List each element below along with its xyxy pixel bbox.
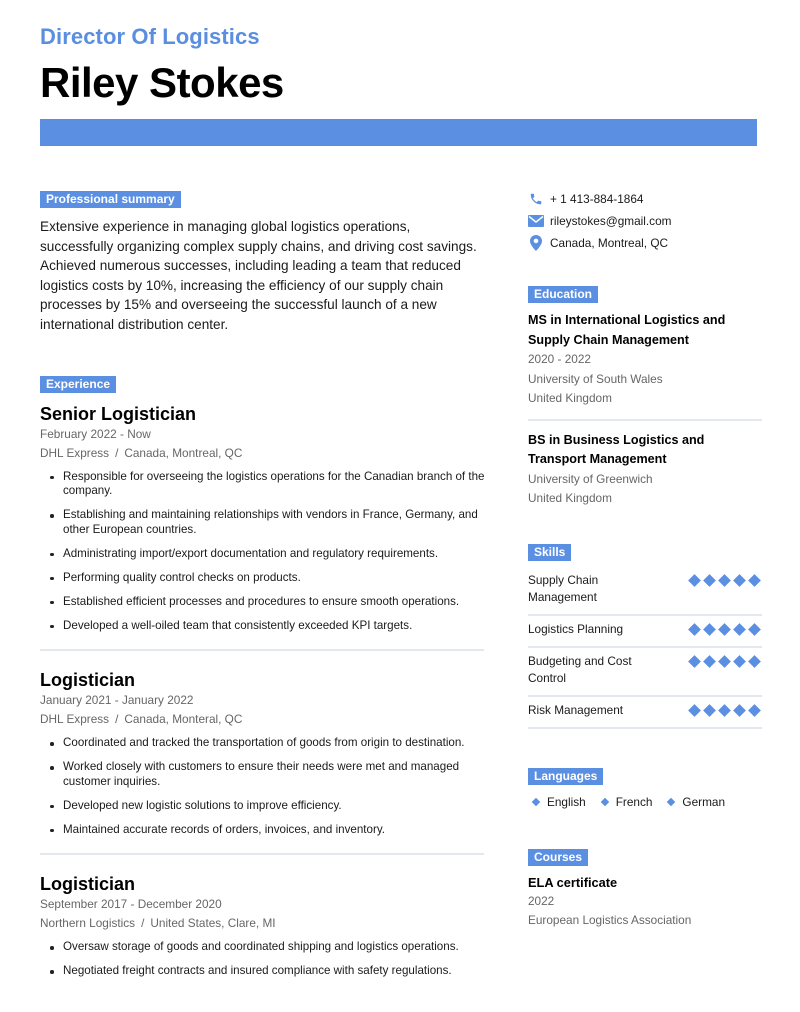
school-name: University of South Wales: [528, 371, 663, 386]
job-company: DHL Express: [40, 445, 110, 460]
skills-list: [528, 567, 762, 729]
bullet-item: Coordinated and tracked the transportation of goods from origin to destination.: [50, 736, 485, 751]
skills-section: [528, 543, 762, 729]
contact-phone: [528, 188, 762, 210]
job-entry: [40, 669, 485, 837]
rating-diamond-icon: [748, 655, 761, 668]
job-position: Senior Logistician: [40, 403, 197, 424]
section-label-courses: Courses: [528, 849, 588, 866]
job-dates: September 2017 - December 2020: [40, 897, 222, 912]
skill-rating: [689, 704, 760, 717]
bullet-item: Maintained accurate records of orders, invoices, and inventory.: [50, 823, 485, 838]
rating-diamond-icon: [688, 655, 701, 668]
right-column: [528, 188, 762, 931]
diamond-bullet-icon: [600, 797, 608, 805]
job-dates: January 2021 - January 2022: [40, 693, 194, 708]
rating-diamond-icon: [748, 623, 761, 636]
job-entry: [40, 403, 485, 634]
candidate-name: Riley Stokes: [40, 59, 284, 106]
diamond-bullet-icon: [667, 797, 675, 805]
skill-row: [528, 697, 762, 729]
job-company: Northern Logistics: [40, 916, 136, 931]
job-company-location: [40, 914, 485, 933]
email-address[interactable]: rileystokes@gmail.com: [550, 214, 672, 228]
header-accent-bar: [40, 119, 757, 146]
job-location: Canada, Montreal, QC: [124, 445, 243, 460]
courses-section: [528, 848, 762, 931]
skill-row: [528, 567, 762, 616]
location-pin-icon: [528, 235, 544, 251]
education-entry: [528, 311, 762, 409]
rating-diamond-icon: [718, 704, 731, 717]
job-company-location: [40, 710, 485, 729]
job-bullets: [40, 940, 485, 979]
summary-text: Extensive experience in managing global logistics operations, successfully organizing complex supply chains, and driving cost savings. Achieved numerous successes, including leading a team that reduced logistics costs by 10%, increasing the efficiency of our supply chain processes by 15% and overseeing the successful launch of a new international distribution center.: [40, 219, 477, 332]
school-country: United Kingdom: [528, 391, 612, 405]
education-dates: 2020 - 2022: [528, 352, 591, 366]
rating-diamond-icon: [718, 655, 731, 668]
rating-diamond-icon: [733, 655, 746, 668]
course-name: ELA certificate: [528, 874, 618, 890]
separator: /: [115, 712, 119, 727]
diamond-bullet-icon: [532, 797, 540, 805]
resume-header: [40, 22, 758, 108]
job-bullets: [40, 736, 485, 837]
skill-row: [528, 648, 762, 697]
languages-section: [528, 767, 762, 809]
left-column: [40, 190, 485, 988]
degree-title: BS in Business Logistics and Transport Management: [528, 432, 705, 466]
rating-diamond-icon: [703, 623, 716, 636]
divider: [528, 419, 762, 421]
course-year: 2022: [528, 893, 555, 908]
rating-diamond-icon: [733, 704, 746, 717]
skill-row: [528, 616, 762, 648]
separator: /: [115, 445, 119, 460]
course-entry: [528, 873, 762, 931]
job-title: Director Of Logistics: [40, 24, 260, 49]
bullet-item: Administrating import/export documentation and regulatory requirements.: [50, 547, 485, 562]
language-name: German: [682, 794, 726, 809]
job-bullets: [40, 470, 485, 634]
education-section: [528, 285, 762, 509]
degree-title: MS in International Logistics and Supply Chain Management: [528, 313, 726, 347]
rating-diamond-icon: [748, 574, 761, 587]
skill-rating: [689, 655, 760, 668]
bullet-item: Responsible for overseeing the logistics operations for the Canadian branch of the company.: [50, 470, 485, 499]
section-label-education: Education: [528, 286, 598, 303]
rating-diamond-icon: [748, 704, 761, 717]
bullet-item: Developed new logistic solutions to improve efficiency.: [50, 799, 485, 814]
phone-number[interactable]: + 1 413-884-1864: [550, 192, 644, 206]
rating-diamond-icon: [703, 574, 716, 587]
bullet-item: Establishing and maintaining relationships with vendors in France, Germany, and other European countries.: [50, 508, 485, 537]
skill-name: Logistics Planning: [528, 621, 624, 636]
rating-diamond-icon: [733, 623, 746, 636]
job-entry: [40, 873, 485, 979]
school-country: United Kingdom: [528, 491, 612, 505]
job-location: United States, Clare, MI: [150, 916, 276, 931]
job-position: Logistician: [40, 670, 136, 691]
bullet-item: Performing quality control checks on products.: [50, 571, 485, 586]
separator: /: [141, 916, 145, 931]
section-label-skills: Skills: [528, 544, 571, 561]
bullet-item: Negotiated freight contracts and insured compliance with safety regulations.: [50, 964, 485, 979]
language-item: [602, 795, 653, 809]
divider: [40, 649, 484, 651]
rating-diamond-icon: [703, 655, 716, 668]
rating-diamond-icon: [733, 574, 746, 587]
location-text: Canada, Montreal, QC: [550, 236, 669, 250]
skill-name: Budgeting and Cost Control: [528, 653, 632, 685]
job-dates: February 2022 - Now: [40, 426, 151, 441]
job-position: Logistician: [40, 874, 136, 895]
language-name: English: [547, 794, 586, 809]
bullet-item: Developed a well-oiled team that consistently exceeded KPI targets.: [50, 619, 485, 634]
languages-list: [528, 795, 762, 809]
school-name: University of Greenwich: [528, 471, 653, 486]
contact-section: [528, 188, 762, 254]
phone-icon: [528, 191, 544, 207]
contact-email: [528, 210, 762, 232]
job-location: Canada, Monteral, QC: [124, 712, 243, 727]
section-label-languages: Languages: [528, 768, 603, 785]
email-icon: [528, 213, 544, 229]
language-name: French: [615, 794, 653, 809]
bullet-item: Worked closely with customers to ensure their needs were met and managed customer inquiries.: [50, 760, 485, 789]
summary-section: [40, 190, 485, 335]
language-item: [668, 795, 725, 809]
rating-diamond-icon: [688, 623, 701, 636]
course-provider: European Logistics Association: [528, 913, 692, 927]
bullet-item: Established efficient processes and procedures to ensure smooth operations.: [50, 595, 485, 610]
skill-name: Supply Chain Management: [528, 572, 599, 604]
rating-diamond-icon: [688, 574, 701, 587]
skill-rating: [689, 623, 760, 636]
language-item: [533, 795, 586, 809]
rating-diamond-icon: [688, 704, 701, 717]
job-company: DHL Express: [40, 712, 110, 727]
contact-location: [528, 232, 762, 254]
divider: [40, 853, 484, 855]
skill-name: Risk Management: [528, 702, 624, 717]
section-label-experience: Experience: [40, 376, 116, 393]
rating-diamond-icon: [718, 574, 731, 587]
rating-diamond-icon: [703, 704, 716, 717]
job-company-location: [40, 444, 485, 463]
experience-section: [40, 375, 485, 979]
bullet-item: Oversaw storage of goods and coordinated shipping and logistics operations.: [50, 940, 485, 955]
education-entry: [528, 431, 762, 509]
skill-rating: [689, 574, 760, 587]
section-label-summary: Professional summary: [40, 191, 181, 208]
rating-diamond-icon: [718, 623, 731, 636]
